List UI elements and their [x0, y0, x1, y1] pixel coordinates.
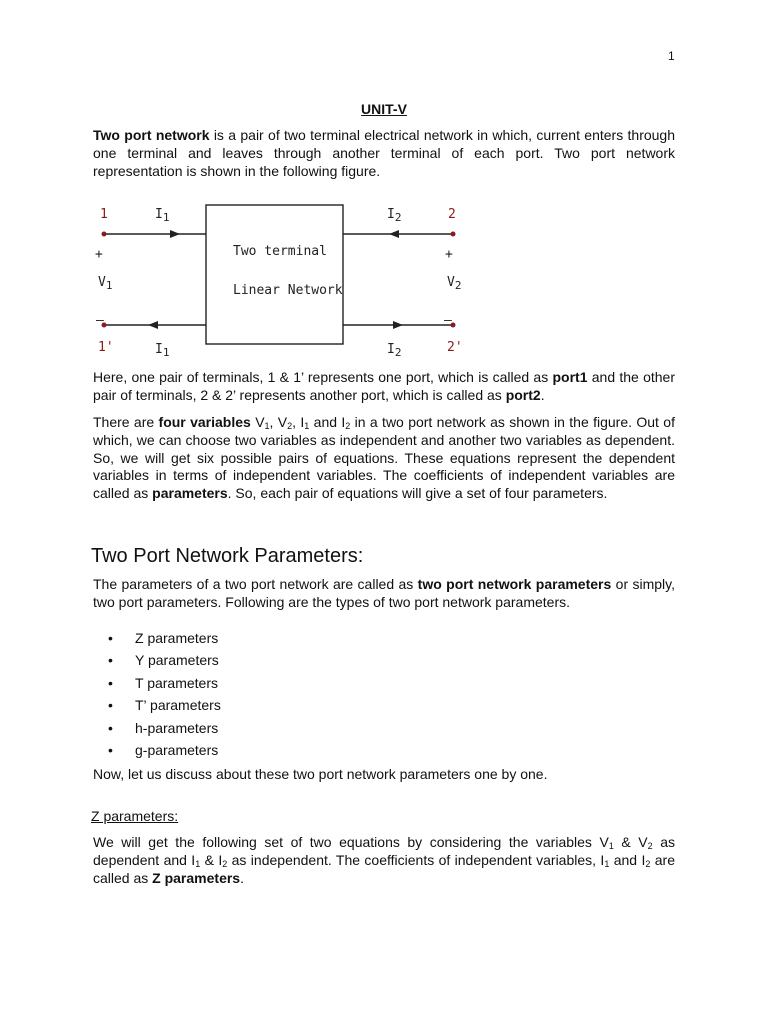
z-parameters-paragraph: We will get the following set of two equations by considering the variables $V_1$ & $V_2$ as dependent and $I_1$ & $I_2$ as independent. The coefficients of independent variables, $I_1$ and $I_2$ are called as Z parameters. — [93, 834, 675, 886]
z-parameters-term: Z parameters — [152, 869, 241, 886]
two-port-network-figure — [90, 197, 480, 362]
current-i2-bottom-label: $I_2$ — [387, 342, 402, 359]
list-item: • h-parameters — [108, 719, 219, 736]
z-parameters-heading: Z parameters: — [91, 808, 179, 824]
current-i1-bottom-label: $I_1$ — [155, 342, 170, 359]
current-i1-top-label: $I_1$ — [155, 207, 170, 224]
port2-plus-sign: + — [445, 247, 453, 262]
page-number: 1 — [668, 49, 675, 63]
four-variables-term: four variables — [158, 414, 251, 430]
params-intro-paragraph: The parameters of a two port network are called as two port network parameters or simply, two port parameters. Following are the types of two port network parameters. — [93, 576, 675, 610]
port2-minus-sign: — — [444, 313, 452, 328]
i1-in-arrow — [170, 230, 180, 238]
box-label-line2: Linear Network — [233, 283, 343, 298]
i1-out-arrow — [148, 321, 158, 329]
intro-text: is a pair of two terminal electrical network in which, current enters through one terminal and leaves through another terminal of each port. Two port network representation is shown in the following figure. — [93, 127, 676, 179]
list-item: • T parameters — [108, 674, 218, 691]
list-item: • Y parameters — [108, 652, 219, 669]
terminal-1-label: 1 — [100, 207, 108, 222]
ports-paragraph: Here, one pair of terminals, 1 & 1’ represents one port, which is called as port1 and the other pair of terminals, 2 & 2’ represents another port, which is called as port2. — [93, 369, 675, 403]
intro-paragraph — [93, 127, 675, 180]
parameters-term: parameters — [152, 485, 228, 502]
network-box — [206, 205, 343, 344]
list-item: • Z parameters — [108, 630, 219, 646]
parameter-types-list — [108, 629, 221, 763]
variables-paragraph: There are four variables $V_1$, $V_2$, $I_1$ and $I_2$ in a two port network as shown in the figure. Out of which, we can choose two variables as independent and another two variables as dependent. So, we will get six possible pairs of equations. These equations represent the dependent variables in terms of independent variables. The coefficients of independent variables are called as parameters. So, each pair of equations will give a set of four parameters. — [93, 414, 675, 502]
terminal-1p-label: 1' — [98, 340, 114, 355]
terminal-2-label: 2 — [448, 207, 456, 222]
port1-term: port1 — [552, 369, 588, 385]
discuss-paragraph: Now, let us discuss about these two port network parameters one by one. — [93, 766, 548, 782]
port1-minus-sign: — — [96, 313, 104, 328]
list-item: • g-parameters — [108, 741, 219, 758]
terminal-1-node — [102, 232, 107, 237]
voltage-v2-label: $V_2$ — [447, 275, 462, 292]
port1-plus-sign: + — [95, 247, 103, 262]
intro-term: Two port network — [93, 127, 210, 143]
current-i2-top-label: $I_2$ — [387, 207, 402, 224]
i2-in-arrow — [389, 230, 399, 238]
two-port-network-parameters-term: two port network parameters — [417, 576, 612, 592]
terminal-2p-label: 2' — [447, 340, 463, 355]
voltage-v1-label: $V_1$ — [98, 275, 113, 292]
port2-term: port2 — [505, 386, 541, 403]
list-item: • T’ parameters — [108, 697, 221, 714]
unit-title: UNIT-V — [361, 101, 407, 117]
section-heading: Two Port Network Parameters: — [91, 545, 364, 567]
i2-out-arrow — [393, 321, 403, 329]
terminal-2-node — [451, 232, 456, 237]
box-label-line1: Two terminal — [233, 244, 327, 259]
